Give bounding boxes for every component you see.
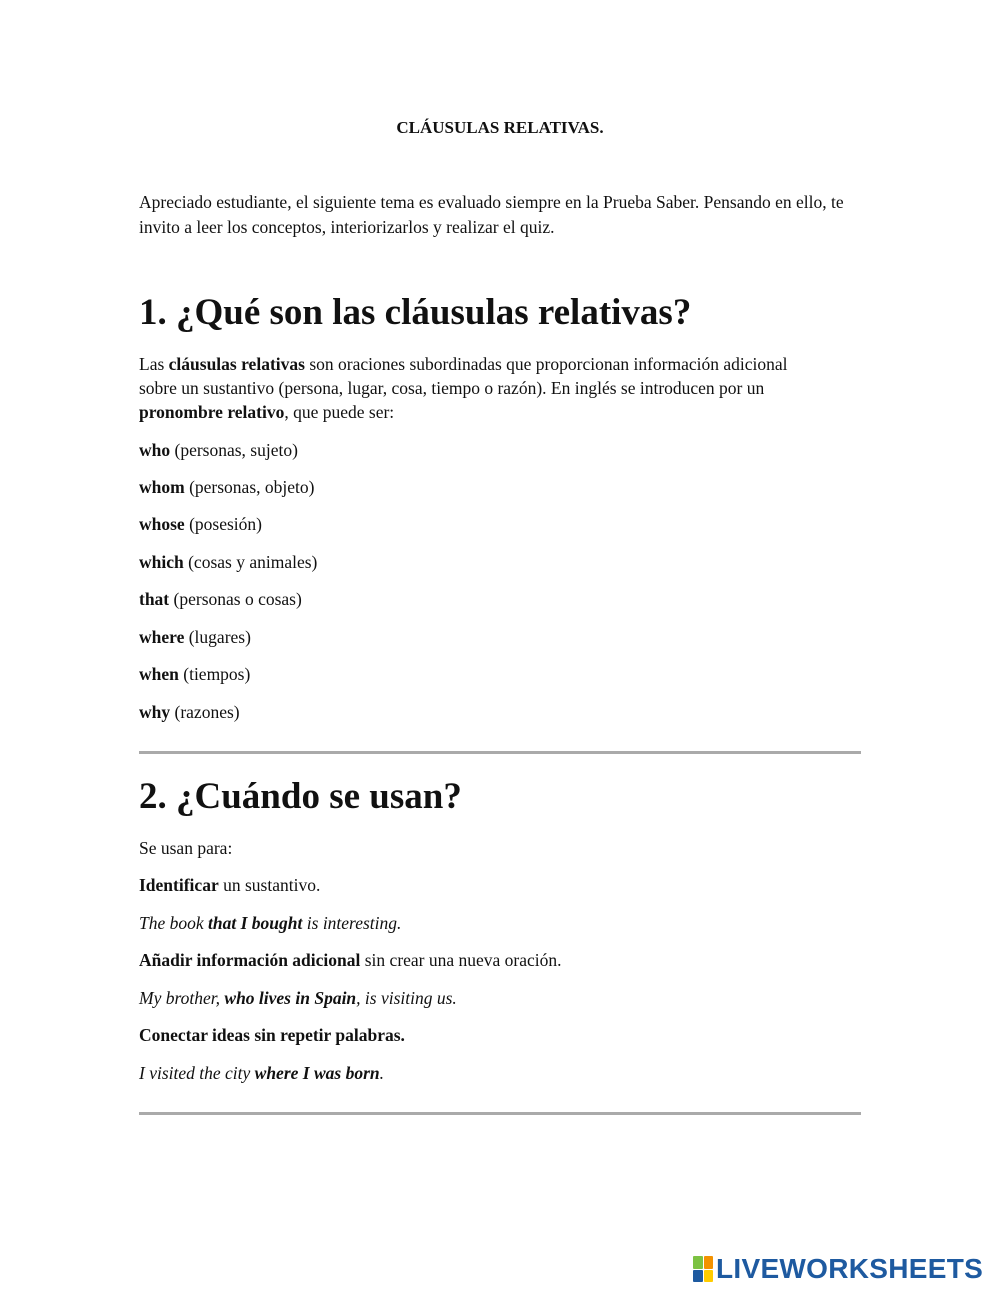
section-1-heading: 1. ¿Qué son las cláusulas relativas? — [139, 292, 692, 333]
pronoun-item — [139, 550, 317, 574]
example-post: , is visiting us. — [356, 988, 457, 1008]
pronoun-desc: (personas o cosas) — [169, 589, 302, 609]
pronoun-word: whom — [139, 477, 185, 497]
pronoun-item — [139, 700, 240, 724]
pronoun-word: that — [139, 589, 170, 609]
example-post: is interesting. — [302, 913, 402, 933]
usage-add-info — [139, 948, 562, 972]
usage-rest: un sustantivo. — [218, 875, 321, 895]
pronoun-item — [139, 475, 314, 499]
pronoun-word: who — [139, 440, 171, 460]
pronoun-item — [139, 662, 250, 686]
example-sentence — [139, 911, 401, 935]
definition-bold-1: cláusulas relativas — [168, 354, 305, 374]
pronoun-word: why — [139, 702, 171, 722]
pronoun-desc: (lugares) — [184, 627, 251, 647]
logo-text: LIVEWORKSHEETS — [716, 1253, 984, 1284]
pronoun-desc: (tiempos) — [178, 664, 251, 684]
definition-text-3: , que puede ser: — [284, 402, 395, 422]
definition-paragraph — [139, 352, 819, 424]
section-2-heading: 2. ¿Cuándo se usan? — [139, 776, 462, 817]
pronoun-item — [139, 438, 298, 462]
pronoun-item — [139, 625, 251, 649]
usage-lead: Se usan para: — [139, 838, 233, 858]
example-sentence — [139, 986, 457, 1010]
logo-square — [704, 1270, 714, 1283]
example-bold: who lives in Spain — [224, 988, 357, 1008]
example-sentence — [139, 1061, 384, 1085]
usage-connect — [139, 1023, 405, 1047]
example-bold: that I bought — [208, 913, 303, 933]
example-pre: The book — [139, 913, 209, 933]
logo-square — [693, 1270, 703, 1283]
logo-square — [704, 1256, 714, 1269]
usage-bold: Conectar ideas sin repetir palabras. — [139, 1025, 405, 1045]
logo-square — [693, 1256, 703, 1269]
usage-bold: Añadir información adicional — [139, 950, 361, 970]
section-divider — [139, 751, 861, 754]
usage-bold: Identificar — [139, 875, 219, 895]
example-post: . — [379, 1063, 384, 1083]
page-title: CLÁUSULAS RELATIVAS. — [396, 118, 604, 137]
intro-paragraph: Apreciado estudiante, el siguiente tema es evaluado siempre en la Prueba Saber. Pensando en ello, te invito a leer los conceptos, interiorizarlos y realizar el quiz. — [139, 192, 844, 237]
pronoun-desc: (personas, sujeto) — [170, 440, 298, 460]
usage-rest: sin crear una nueva oración. — [360, 950, 562, 970]
example-pre: I visited the city — [139, 1063, 255, 1083]
pronoun-desc: (posesión) — [184, 514, 262, 534]
pronoun-item — [139, 587, 302, 611]
definition-text-2: son oraciones subordinadas que proporcionan información adicional sobre un sustantivo (persona, lugar, cosa, tiempo o razón). En inglés se introducen por un — [139, 354, 788, 398]
pronoun-item — [139, 512, 262, 536]
pronoun-word: whose — [139, 514, 185, 534]
pronoun-desc: (cosas y animales) — [183, 552, 318, 572]
pronoun-desc: (razones) — [170, 702, 240, 722]
pronoun-word: which — [139, 552, 184, 572]
definition-text-1: Las — [139, 354, 169, 374]
definition-bold-2: pronombre relativo — [139, 402, 285, 422]
pronoun-word: when — [139, 664, 179, 684]
pronoun-word: where — [139, 627, 185, 647]
pronoun-desc: (personas, objeto) — [184, 477, 315, 497]
logo-mark-icon — [693, 1256, 713, 1282]
liveworksheets-logo — [693, 1253, 983, 1285]
section-divider — [139, 1112, 861, 1115]
example-pre: My brother, — [139, 988, 225, 1008]
usage-identify — [139, 873, 320, 897]
example-bold: where I was born — [254, 1063, 380, 1083]
